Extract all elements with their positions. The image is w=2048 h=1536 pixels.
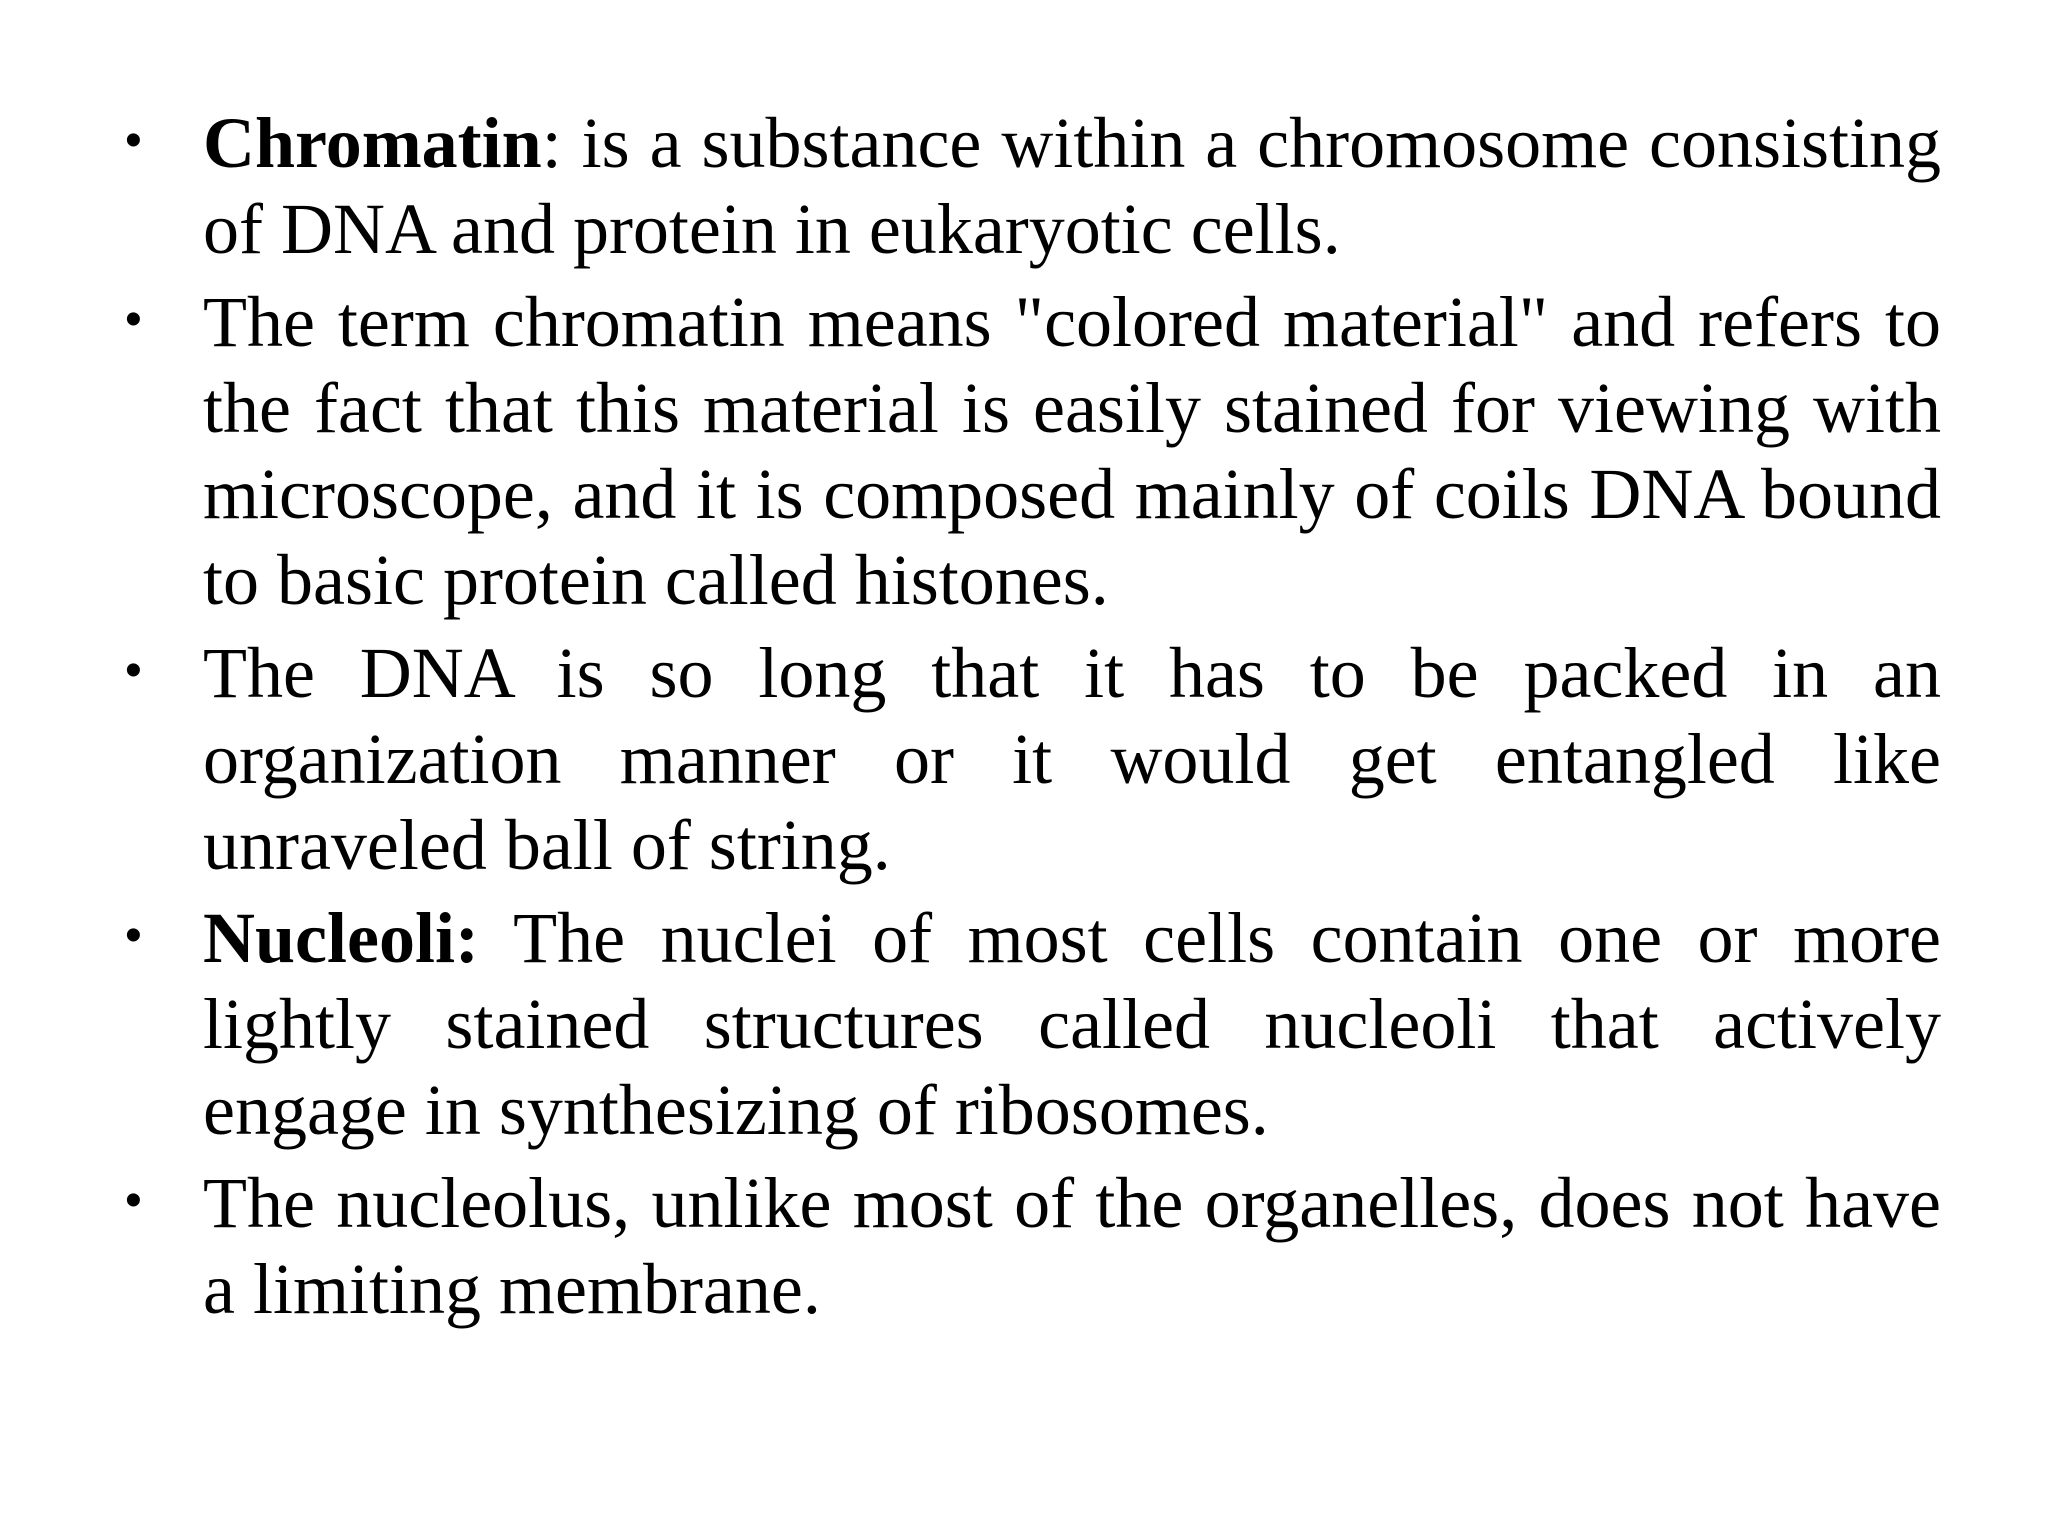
bullet-term: Nucleoli: [203, 898, 479, 978]
bullet-item-dna-packing [121, 630, 1941, 888]
bullet-term: Chromatin [203, 103, 542, 183]
bullet-text: The nuclei of most cells contain one or more lightly stained structures called nucleoli that actively engage in synthesizing of ribosomes. [203, 898, 1941, 1150]
bullet-text: : is a substance within a chromosome consisting of DNA and protein in eukaryotic cells. [203, 103, 1941, 269]
bullet-text: The DNA is so long that it has to be packed in an organization manner or it would get entangled like unraveled ball of string. [203, 633, 1941, 885]
bullet-text: The nucleolus, unlike most of the organelles, does not have a limiting membrane. [203, 1163, 1941, 1329]
bullet-icon: • [125, 909, 142, 962]
bullet-item-chromatin [121, 100, 1941, 272]
bullet-item-nucleoli [121, 895, 1941, 1153]
bullet-icon: • [125, 644, 142, 697]
bullet-icon: • [125, 293, 142, 346]
bullet-text: The term chromatin means "colored material" and refers to the fact that this material is easily stained for viewing with microscope, and it is composed mainly of coils DNA bound to basic protein called histones. [203, 282, 1941, 620]
bullet-icon: • [125, 114, 142, 167]
bullet-list [121, 100, 1941, 1339]
bullet-item-chromatin-term [121, 279, 1941, 623]
bullet-item-nucleolus-membrane [121, 1160, 1941, 1332]
bullet-icon: • [125, 1174, 142, 1227]
